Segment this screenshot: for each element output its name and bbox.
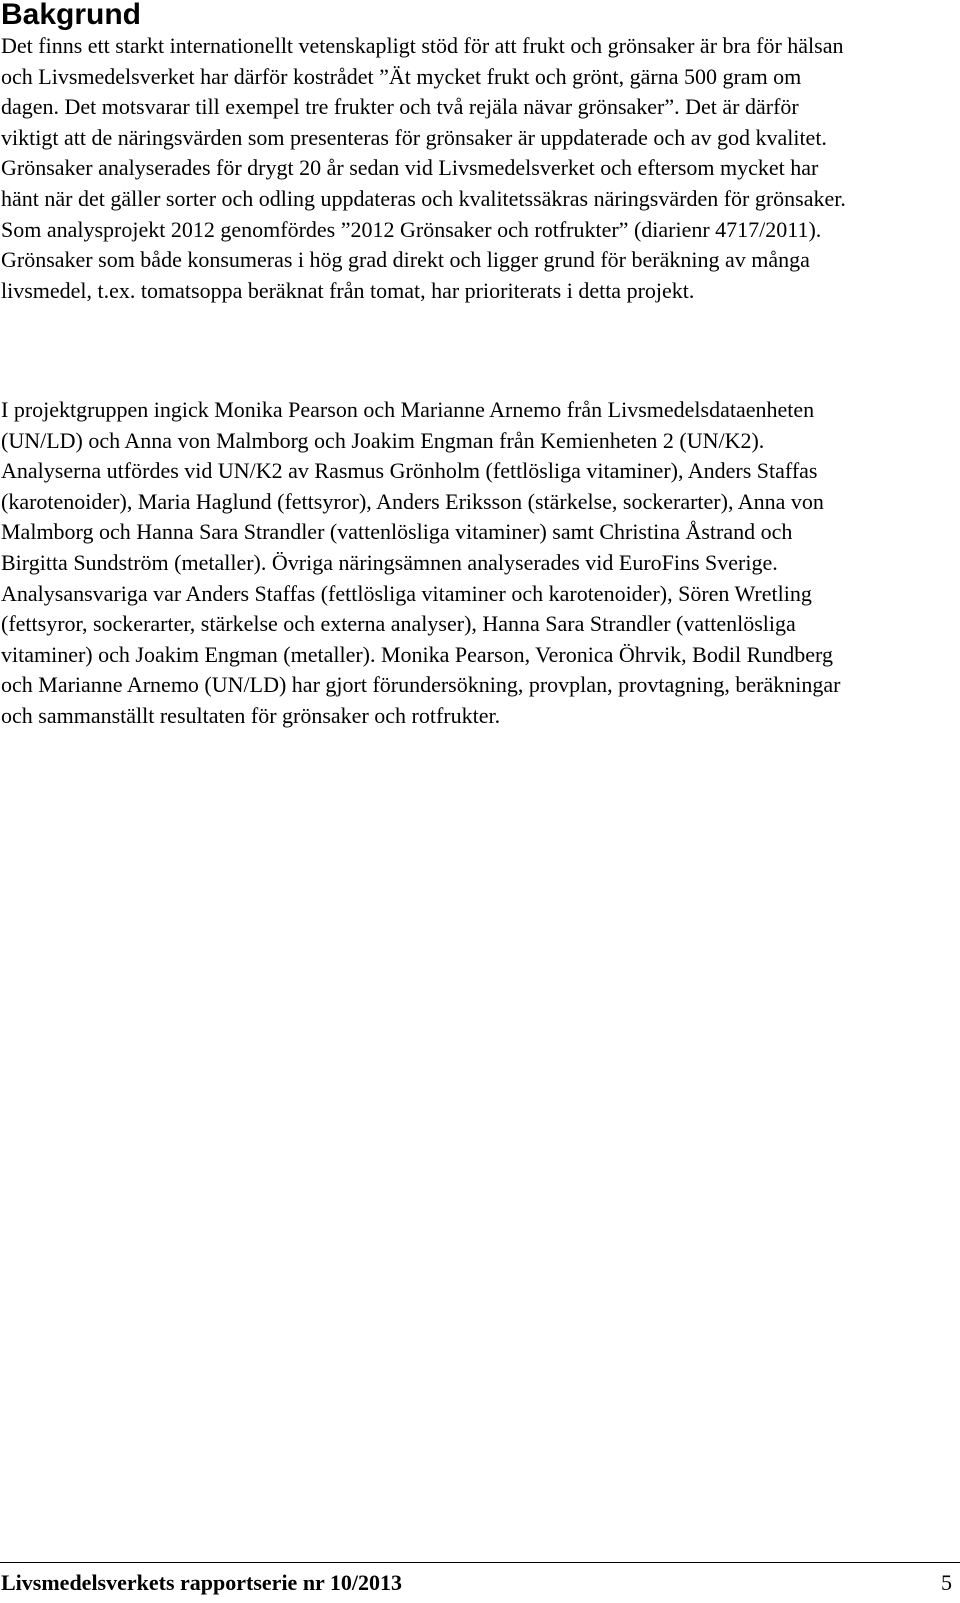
paragraph-background: Det finns ett starkt internationellt vetenskapligt stöd för att frukt och grönsaker är bra för hälsan och Livsmedelsverket har därför kostrådet ”Ät mycket frukt och grönt, gärna 500 gram om dagen. Det motsvarar till exempel tre frukter och två rejäla nävar grönsaker”. Det är därför viktigt att de näringsvärden som presenteras för grönsaker är uppdaterade och av god kvalitet. Grönsaker analyserades för drygt 20 år sedan vid Livsmedelsverket och eftersom mycket har hänt när det gäller sorter och odling uppdateras och kvalitetssäkras näringsvärden för grönsaker. Som analysprojekt 2012 genomfördes ”2012 Grönsaker och rotfrukter” (diarienr 4717/2011). Grönsaker som både konsumeras i hög grad direkt och ligger grund för beräkning av många livsmedel, t.ex. tomatsoppa beräknat från tomat, har prioriterats i detta projekt. (1, 33, 846, 303)
paragraph-project-group: I projektgruppen ingick Monika Pearson och Marianne Arnemo från Livsmedelsdataenheten (UN/LD) och Anna von Malmborg och Joakim Engman från Kemienheten 2 (UN/K2). Analyserna utfördes vid UN/K2 av Rasmus Grönholm (fettlösliga vitaminer), Anders Staffas (karotenoider), Maria Haglund (fettsyror), Anders Eriksson (stärkelse, sockerarter), Anna von Malmborg och Hanna Sara Strandler (vattenlösliga vitaminer) samt Christina Åstrand och Birgitta Sundström (metaller). Övriga näringsämnen analyserades vid EuroFins Sverige. Analysansvariga var Anders Staffas (fettlösliga vitaminer och karotenoider), Sören Wretling (fettsyror, sockerarter, stärkelse och externa analyser), Hanna Sara Strandler (vattenlösliga vitaminer) och Joakim Engman (metaller). Monika Pearson, Veronica Öhrvik, Bodil Rundberg och Marianne Arnemo (UN/LD) har gjort förundersökning, provplan, provtagning, beräkningar och sammanställt resultaten för grönsaker och rotfrukter. (1, 397, 841, 728)
footer-divider (0, 1562, 960, 1563)
section-heading: Bakgrund (1, 0, 142, 31)
page-number: 5 (941, 1570, 952, 1595)
footer-report-series: Livsmedelsverkets rapportserie nr 10/2013 (1, 1570, 403, 1595)
